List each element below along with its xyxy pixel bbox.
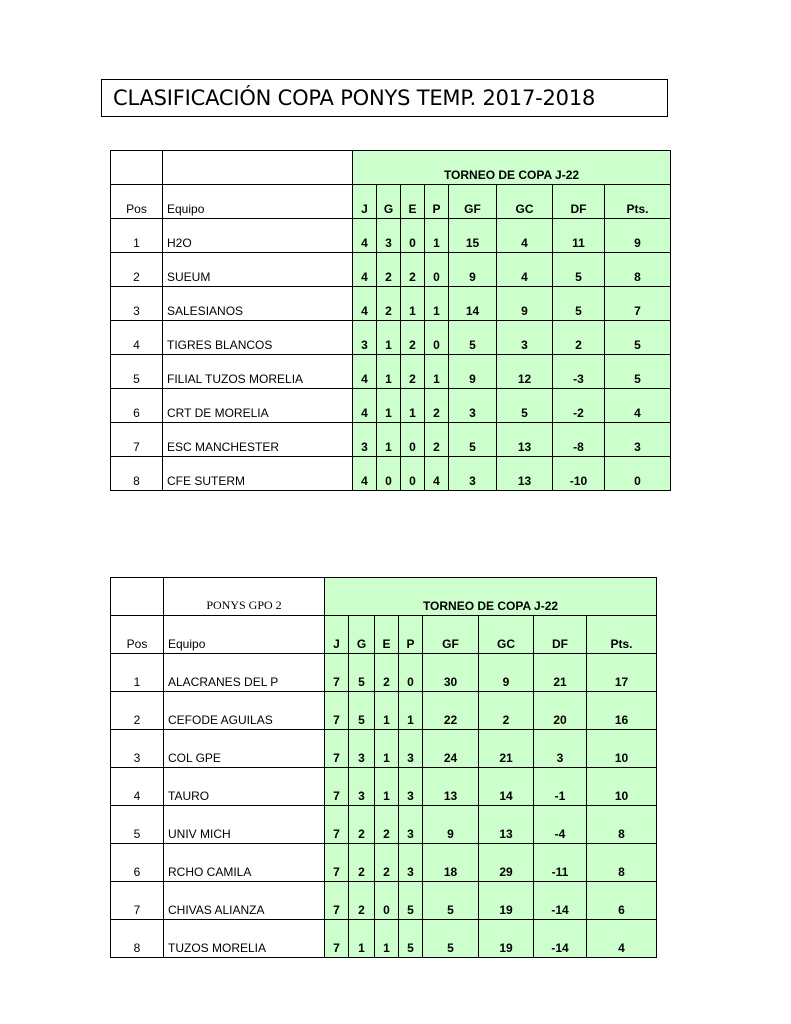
stat-cell: 5: [605, 321, 671, 355]
stat-cell: 1: [401, 287, 425, 321]
stat-cell: 2: [375, 806, 399, 844]
column-header: GF: [423, 616, 479, 654]
stat-cell: 24: [423, 730, 479, 768]
stat-cell: 2: [401, 253, 425, 287]
stat-cell: 0: [401, 423, 425, 457]
stat-cell: -2: [553, 389, 605, 423]
column-header: DF: [553, 185, 605, 219]
stat-cell: 4: [605, 389, 671, 423]
stat-cell: 7: [325, 692, 349, 730]
column-header: Pos: [111, 616, 164, 654]
team-name-cell: H2O: [163, 219, 353, 253]
stat-cell: 1: [377, 423, 401, 457]
stat-cell: 0: [399, 654, 423, 692]
stat-cell: 8: [587, 806, 657, 844]
column-header: J: [325, 616, 349, 654]
stat-cell: 5: [449, 423, 497, 457]
table-1-body: [111, 151, 671, 491]
group-label: PONYS GPO 2: [164, 578, 325, 616]
stat-cell: 9: [449, 355, 497, 389]
stat-cell: 7: [605, 287, 671, 321]
team-name-cell: SALESIANOS: [163, 287, 353, 321]
stat-cell: 20: [534, 692, 587, 730]
stat-cell: 1: [375, 920, 399, 958]
stat-cell: 1: [425, 287, 449, 321]
stat-cell: 17: [587, 654, 657, 692]
stat-cell: 19: [479, 920, 534, 958]
column-header: GF: [449, 185, 497, 219]
stat-cell: 7: [325, 654, 349, 692]
position-cell: 8: [111, 457, 163, 491]
table-row: [111, 389, 671, 423]
stat-cell: 9: [497, 287, 553, 321]
stat-cell: 2: [349, 882, 375, 920]
stat-cell: -1: [534, 768, 587, 806]
stat-cell: 3: [349, 768, 375, 806]
tournament-header-row: [111, 578, 657, 616]
stat-cell: 2: [375, 654, 399, 692]
column-header: Pos: [111, 185, 163, 219]
position-cell: 6: [111, 389, 163, 423]
stat-cell: 30: [423, 654, 479, 692]
stat-cell: 1: [425, 355, 449, 389]
stat-cell: 5: [497, 389, 553, 423]
stat-cell: 3: [449, 457, 497, 491]
stat-cell: 1: [399, 692, 423, 730]
stat-cell: 5: [423, 882, 479, 920]
stat-cell: 3: [353, 321, 377, 355]
table-row: [111, 457, 671, 491]
stat-cell: 9: [423, 806, 479, 844]
team-name-cell: CRT DE MORELIA: [163, 389, 353, 423]
standings-table-2: [110, 577, 657, 958]
table-row: [111, 920, 657, 958]
column-header: GC: [479, 616, 534, 654]
tournament-title: TORNEO DE COPA J-22: [353, 151, 671, 185]
stat-cell: 3: [353, 423, 377, 457]
stat-cell: 0: [401, 219, 425, 253]
position-cell: 2: [111, 253, 163, 287]
table-row: [111, 806, 657, 844]
stat-cell: 2: [349, 806, 375, 844]
stat-cell: 4: [353, 389, 377, 423]
stat-cell: 11: [553, 219, 605, 253]
stat-cell: 5: [553, 253, 605, 287]
stat-cell: 3: [534, 730, 587, 768]
column-header: DF: [534, 616, 587, 654]
stat-cell: 7: [325, 844, 349, 882]
team-name-cell: SUEUM: [163, 253, 353, 287]
stat-cell: 5: [349, 654, 375, 692]
stat-cell: 1: [425, 219, 449, 253]
table-row: [111, 882, 657, 920]
stat-cell: 4: [497, 253, 553, 287]
table-row: [111, 321, 671, 355]
stat-cell: 0: [425, 321, 449, 355]
stat-cell: -14: [534, 882, 587, 920]
table-row: [111, 219, 671, 253]
stat-cell: 22: [423, 692, 479, 730]
stat-cell: 4: [353, 355, 377, 389]
stat-cell: 3: [399, 844, 423, 882]
position-cell: 1: [111, 654, 164, 692]
stat-cell: 8: [587, 844, 657, 882]
stat-cell: 13: [423, 768, 479, 806]
stat-cell: 12: [497, 355, 553, 389]
stat-cell: 13: [497, 423, 553, 457]
stat-cell: -3: [553, 355, 605, 389]
group-label: [163, 151, 353, 185]
stat-cell: 14: [479, 768, 534, 806]
column-header: G: [377, 185, 401, 219]
team-name-cell: TAURO: [164, 768, 325, 806]
stat-cell: 1: [401, 389, 425, 423]
table-row: [111, 253, 671, 287]
column-header-row: [111, 185, 671, 219]
stat-cell: 7: [325, 806, 349, 844]
page-title: CLASIFICACIÓN COPA PONYS TEMP. 2017-2018: [101, 79, 668, 117]
stat-cell: 5: [605, 355, 671, 389]
stat-cell: 2: [479, 692, 534, 730]
table-row: [111, 692, 657, 730]
stat-cell: 2: [377, 253, 401, 287]
stat-cell: 13: [479, 806, 534, 844]
stat-cell: 2: [377, 287, 401, 321]
table-row: [111, 768, 657, 806]
stat-cell: 3: [449, 389, 497, 423]
team-name-cell: ESC MANCHESTER: [163, 423, 353, 457]
stat-cell: 0: [425, 253, 449, 287]
stat-cell: 4: [353, 219, 377, 253]
stat-cell: 1: [349, 920, 375, 958]
table-row: [111, 287, 671, 321]
position-cell: 6: [111, 844, 164, 882]
stat-cell: -14: [534, 920, 587, 958]
team-name-cell: COL GPE: [164, 730, 325, 768]
stat-cell: 4: [353, 457, 377, 491]
stat-cell: 15: [449, 219, 497, 253]
position-cell: 2: [111, 692, 164, 730]
team-name-cell: CHIVAS ALIANZA: [164, 882, 325, 920]
position-cell: 4: [111, 768, 164, 806]
position-cell: 5: [111, 355, 163, 389]
stat-cell: -4: [534, 806, 587, 844]
stat-cell: 10: [587, 730, 657, 768]
stat-cell: 21: [534, 654, 587, 692]
stat-cell: 1: [377, 321, 401, 355]
tournament-header-row: [111, 151, 671, 185]
stat-cell: 4: [587, 920, 657, 958]
column-header-row: [111, 616, 657, 654]
stat-cell: 19: [479, 882, 534, 920]
stat-cell: 13: [497, 457, 553, 491]
stat-cell: 2: [425, 423, 449, 457]
stat-cell: 2: [375, 844, 399, 882]
stat-cell: 6: [587, 882, 657, 920]
stat-cell: 3: [377, 219, 401, 253]
column-header: Equipo: [164, 616, 325, 654]
stat-cell: 3: [399, 730, 423, 768]
column-header: E: [375, 616, 399, 654]
stat-cell: 4: [425, 457, 449, 491]
stat-cell: 3: [399, 768, 423, 806]
column-header: J: [353, 185, 377, 219]
team-name-cell: CEFODE AGUILAS: [164, 692, 325, 730]
table-row: [111, 654, 657, 692]
stat-cell: 1: [375, 730, 399, 768]
blank-corner-cell: [111, 151, 163, 185]
stat-cell: -10: [553, 457, 605, 491]
stat-cell: 2: [553, 321, 605, 355]
table-row: [111, 844, 657, 882]
stat-cell: 29: [479, 844, 534, 882]
stat-cell: 3: [605, 423, 671, 457]
table-2-body: [111, 578, 657, 958]
stat-cell: -8: [553, 423, 605, 457]
column-header: Pts.: [587, 616, 657, 654]
position-cell: 1: [111, 219, 163, 253]
stat-cell: 14: [449, 287, 497, 321]
stat-cell: 4: [353, 287, 377, 321]
stat-cell: 3: [497, 321, 553, 355]
team-name-cell: TIGRES BLANCOS: [163, 321, 353, 355]
stat-cell: 10: [587, 768, 657, 806]
stat-cell: 21: [479, 730, 534, 768]
stat-cell: 1: [375, 768, 399, 806]
team-name-cell: FILIAL TUZOS MORELIA: [163, 355, 353, 389]
stat-cell: 0: [375, 882, 399, 920]
stat-cell: 4: [497, 219, 553, 253]
position-cell: 8: [111, 920, 164, 958]
position-cell: 7: [111, 882, 164, 920]
position-cell: 4: [111, 321, 163, 355]
stat-cell: 5: [349, 692, 375, 730]
column-header: P: [425, 185, 449, 219]
blank-corner-cell: [111, 578, 164, 616]
stat-cell: 2: [401, 321, 425, 355]
position-cell: 7: [111, 423, 163, 457]
team-name-cell: UNIV MICH: [164, 806, 325, 844]
stat-cell: 1: [375, 692, 399, 730]
stat-cell: 7: [325, 882, 349, 920]
stat-cell: 5: [399, 920, 423, 958]
stat-cell: 5: [399, 882, 423, 920]
column-header: P: [399, 616, 423, 654]
stat-cell: 9: [479, 654, 534, 692]
standings-table-1: [110, 150, 671, 491]
table-row: [111, 423, 671, 457]
stat-cell: 5: [423, 920, 479, 958]
stat-cell: 7: [325, 920, 349, 958]
stat-cell: 1: [377, 389, 401, 423]
stat-cell: 0: [605, 457, 671, 491]
stat-cell: 2: [401, 355, 425, 389]
stat-cell: 18: [423, 844, 479, 882]
position-cell: 5: [111, 806, 164, 844]
stat-cell: 4: [353, 253, 377, 287]
stat-cell: 1: [377, 355, 401, 389]
stat-cell: 7: [325, 768, 349, 806]
team-name-cell: CFE SUTERM: [163, 457, 353, 491]
stat-cell: 0: [401, 457, 425, 491]
position-cell: 3: [111, 287, 163, 321]
stat-cell: 9: [449, 253, 497, 287]
stat-cell: 9: [605, 219, 671, 253]
stat-cell: 5: [449, 321, 497, 355]
table-row: [111, 730, 657, 768]
team-name-cell: TUZOS MORELIA: [164, 920, 325, 958]
stat-cell: 8: [605, 253, 671, 287]
stat-cell: 2: [425, 389, 449, 423]
stat-cell: 3: [399, 806, 423, 844]
stat-cell: 5: [553, 287, 605, 321]
column-header: Pts.: [605, 185, 671, 219]
table-row: [111, 355, 671, 389]
position-cell: 3: [111, 730, 164, 768]
stat-cell: 0: [377, 457, 401, 491]
stat-cell: 3: [349, 730, 375, 768]
team-name-cell: RCHO CAMILA: [164, 844, 325, 882]
column-header: Equipo: [163, 185, 353, 219]
stat-cell: 2: [349, 844, 375, 882]
column-header: G: [349, 616, 375, 654]
stat-cell: 16: [587, 692, 657, 730]
tournament-title: TORNEO DE COPA J-22: [325, 578, 657, 616]
stat-cell: -11: [534, 844, 587, 882]
team-name-cell: ALACRANES DEL P: [164, 654, 325, 692]
stat-cell: 7: [325, 730, 349, 768]
column-header: E: [401, 185, 425, 219]
column-header: GC: [497, 185, 553, 219]
